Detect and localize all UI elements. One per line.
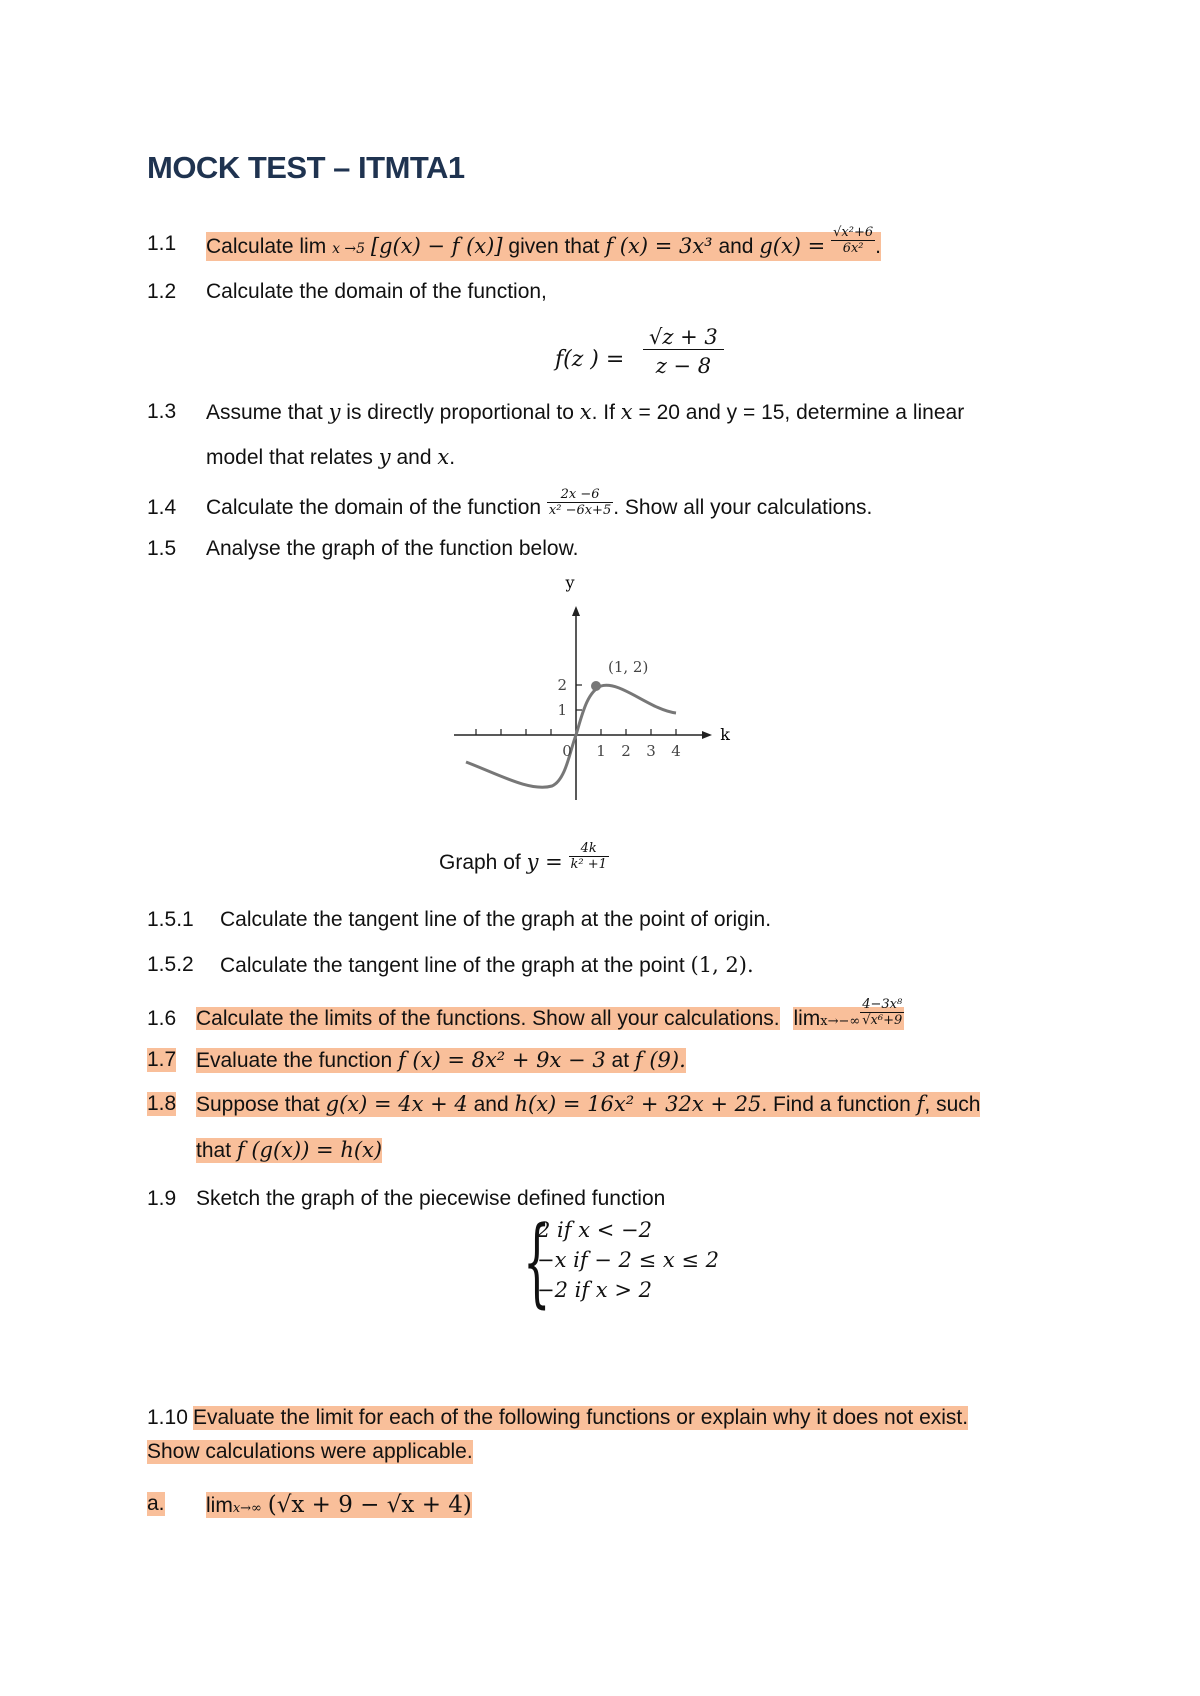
tick-label-0: 0	[562, 742, 572, 760]
question-number: 1.10	[147, 1406, 188, 1429]
fraction: $\frac{4k}{\text{k² +1}}$	[570, 840, 607, 872]
function-curve	[466, 685, 676, 787]
max-point	[591, 681, 601, 691]
question-number: 1.5.2	[147, 953, 194, 976]
document-page: MOCK TEST – ITMTA1 1.1 Calculate lim x →5 [g(x) − f (x)] given that f (x) = 3x³ and g(x) = $\frac{\text{√x²+6}}{\text{6x²}}$ . 1.2 Calculate the domain of the function, f(z ) = √z + 3 z − 8 1.3 Assume that y is directly proportional to x. If x = 20 and y = 15, determine a linear model that relates y and x. 1.4 Calculate the domain of the function $\frac{2x -6}{\text{x² −6x+5}}$ . Show all your calculations. 1.5 Analyse the graph of the function below. y k (1, 2) 0 1 2 3 4 1 2 Graph of y = $\frac{4k}{\text{k² +1}}$ 1.5.1 Calculate the tangent line of the graph at the point of origin. 1.5.2 Calculate the tangent line of the graph at the point (1, 2). 1.6 Calculate the limits of the functions. Show all your calculations. limx→−∞ $\frac{\text{4−3x⁸}}{\text{√x⁶+9}}$ 1.7 Evaluate the function f (x) = 8x² + 9x − 3 at f (9). 1.8 Suppose that g(x) = 4x + 4 and h(x) = 16x² + 32x + 25. Find a function f, such that f (g(x)) = h(x) 1.9 Sketch the graph of the piecewise defined function { 2 if x < −2 −x if − 2 ≤ x ≤ 2 −2 if x > 2 1.10 Evaluate the limit for each of the following functions or explain why it does not exist. Show calculations were applicable. a. limx→∞ (√x + 9 − √x + 4)	[147, 150, 981, 1518]
tick-label-1: 1	[596, 742, 606, 760]
question-number: 1.7	[147, 1048, 177, 1071]
question-text: Calculate the domain of the function,	[206, 280, 547, 303]
point-label: (1, 2)	[608, 658, 649, 676]
question-number: 1.5.1	[147, 908, 194, 931]
question-text: Sketch the graph of the piecewise defined function	[196, 1187, 666, 1210]
fraction: $\frac{\text{√x²+6}}{\text{6x²}}$	[833, 224, 874, 256]
question-number: 1.3	[147, 400, 177, 423]
tick-label-4: 4	[671, 742, 681, 760]
y-tick-label-2: 2	[557, 676, 567, 694]
question-text: Assume that y is directly proportional to x. If x = 20 and y = 15, determine a linear	[206, 400, 965, 424]
question-text: Evaluate the limit for each of the following functions or explain why it does not exist.	[193, 1406, 969, 1429]
question-number: 1.8	[147, 1092, 177, 1115]
fz-fraction: √z + 3 z − 8	[643, 325, 724, 378]
function-graph	[440, 570, 740, 820]
question-number: 1.4	[147, 496, 177, 519]
brace-glyph: {	[523, 1206, 551, 1318]
question-text: Analyse the graph of the function below.	[206, 537, 579, 560]
y-ticks	[576, 685, 582, 710]
y-tick-label-1: 1	[557, 701, 567, 719]
y-axis-arrow	[572, 606, 580, 616]
page-title: MOCK TEST – ITMTA1	[147, 150, 465, 185]
fraction: $\frac{2x -6}{\text{x² −6x+5}}$	[548, 486, 612, 518]
question-text: Suppose that g(x) = 4x + 4 and h(x) = 16x² + 32x + 25. Find a function f, such	[196, 1092, 981, 1116]
fraction: $\frac{\text{4−3x⁸}}{\text{√x⁶+9}}$	[862, 996, 903, 1028]
question-text: Evaluate the function f (x) = 8x² + 9x − 3 at f (9).	[196, 1048, 686, 1072]
fz-lhs: f(z ) =	[555, 347, 625, 372]
tick-label-3: 3	[646, 742, 656, 760]
question-number: 1.9	[147, 1187, 177, 1210]
x-axis-arrow	[702, 731, 712, 739]
question-text: Calculate the tangent line of the graph at the point of origin.	[220, 908, 772, 931]
question-text: Calculate the domain of the function $\frac{2x -6}{\text{x² −6x+5}}$ . Show all your calculations.	[206, 486, 873, 519]
question-label: a.	[147, 1492, 165, 1515]
question-text: Calculate the tangent line of the graph at the point (1, 2).	[220, 953, 754, 977]
question-number: 1.2	[147, 280, 177, 303]
y-axis-label: y	[565, 573, 575, 592]
question-number: 1.6	[147, 1007, 177, 1030]
tick-label-2: 2	[621, 742, 631, 760]
question-text: Calculate lim x →5 [g(x) − f (x)] given that f (x) = 3x³ and g(x) = $\frac{\text{√x²+6}}{\text{6x²}}$ .	[206, 232, 881, 261]
x-axis-label: k	[720, 725, 730, 744]
question-text: limx→∞ (√x + 9 − √x + 4)	[206, 1492, 472, 1518]
graph-caption: Graph of y = $\frac{4k}{\text{k² +1}}$	[439, 840, 607, 874]
question-text: Calculate the limits of the functions. Show all your calculations. limx→−∞ $\frac{\text{4−3x⁸}}{\text{√x⁶+9}}$	[196, 996, 903, 1030]
question-number: 1.5	[147, 537, 177, 560]
question-number: 1.1	[147, 232, 177, 255]
